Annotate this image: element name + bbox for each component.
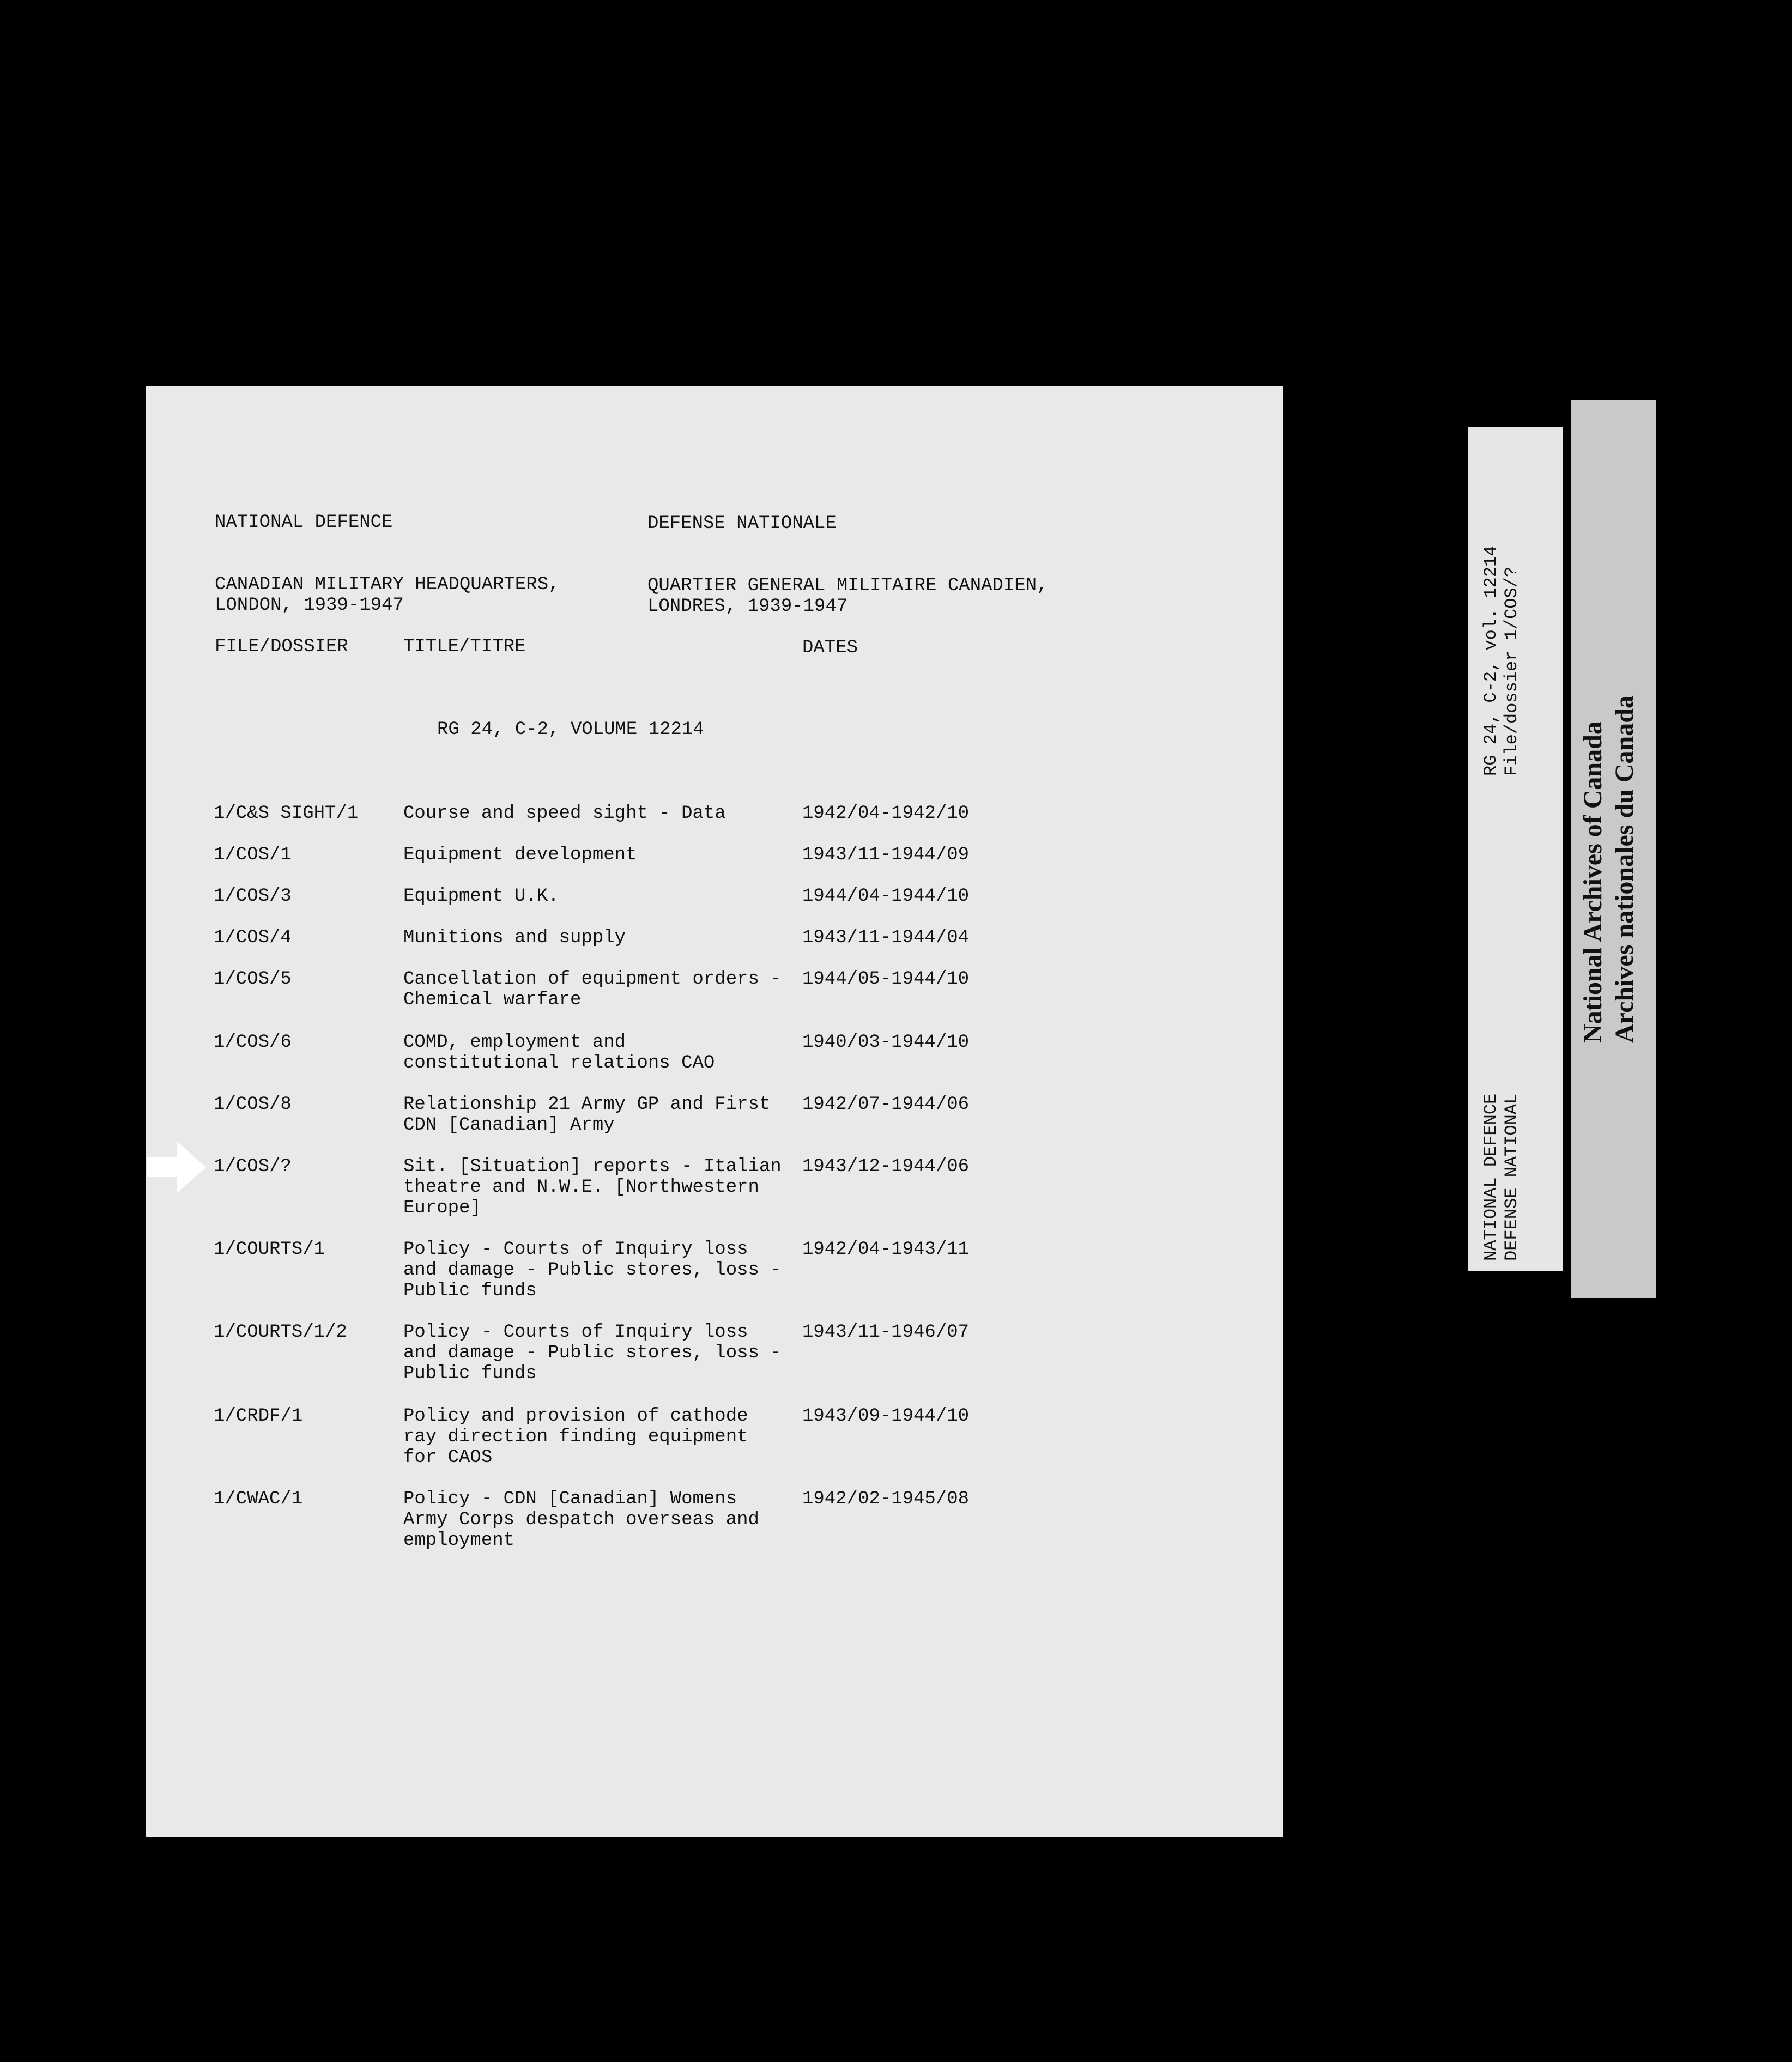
file-title-line: Munitions and supply: [403, 927, 626, 948]
header-dept-en: NATIONAL DEFENCE: [215, 512, 393, 533]
file-title-line: Equipment development: [403, 845, 637, 865]
reference-label-strip: [1468, 427, 1563, 1271]
file-title-line: Public funds: [403, 1281, 537, 1301]
label-dept-line-1: NATIONAL DEFENCE: [1481, 1093, 1501, 1261]
file-number: 1/COS/1: [214, 845, 292, 865]
reference-line-1: RG 24, C-2, vol. 12214: [1481, 545, 1501, 776]
file-title-line: Cancellation of equipment orders -: [403, 969, 782, 990]
file-title-line: ray direction finding equipment: [403, 1427, 748, 1447]
file-title-line: Equipment U.K.: [403, 886, 559, 907]
file-title-line: Sit. [Situation] reports - Italian: [403, 1156, 782, 1177]
file-dates: 1942/02-1945/08: [802, 1489, 970, 1509]
file-title-line: for CAOS: [403, 1447, 493, 1468]
file-title-line: CDN [Canadian] Army: [403, 1115, 615, 1136]
header-org-fr-line2: LONDRES, 1939-1947: [647, 596, 848, 617]
file-title-line: Chemical warfare: [403, 990, 582, 1010]
file-title-line: and damage - Public stores, loss -: [403, 1343, 782, 1363]
file-dates: 1942/07-1944/06: [802, 1094, 970, 1115]
file-number: 1/COS/6: [214, 1032, 292, 1053]
document-page: [146, 386, 1283, 1837]
file-dates: 1940/03-1944/10: [802, 1032, 970, 1053]
file-dates: 1943/11-1944/09: [802, 845, 970, 865]
file-title-line: COMD, employment and: [403, 1032, 626, 1053]
archive-label-strip: [1571, 400, 1656, 1298]
archive-name-fr: Archives nationales du Canada: [1610, 695, 1639, 1043]
file-number: 1/COS/5: [214, 969, 292, 990]
archive-name-en: National Archives of Canada: [1578, 721, 1607, 1043]
file-title-line: Policy - Courts of Inquiry loss: [403, 1239, 748, 1260]
label-dept-line-2: DEFENSE NATIONAL: [1502, 1093, 1522, 1261]
volume-heading: RG 24, C-2, VOLUME 12214: [437, 719, 704, 740]
file-number: 1/COURTS/1: [214, 1239, 325, 1260]
file-title-line: Europe]: [403, 1198, 481, 1218]
reference-line-2: File/dossier 1/COS/?: [1502, 566, 1522, 776]
file-title-line: employment: [403, 1530, 515, 1551]
file-dates: 1943/11-1946/07: [802, 1322, 970, 1343]
file-title-line: Policy and provision of cathode: [403, 1406, 748, 1427]
arrow-pointer-icon: [147, 1141, 206, 1193]
file-title-line: Public funds: [403, 1363, 537, 1384]
column-header-title: TITLE/TITRE: [403, 636, 526, 657]
file-dates: 1943/09-1944/10: [802, 1406, 970, 1427]
file-number: 1/COURTS/1/2: [214, 1322, 347, 1343]
file-title-line: Relationship 21 Army GP and First: [403, 1094, 771, 1115]
column-header-file: FILE/DOSSIER: [215, 636, 348, 657]
file-number: 1/COS/3: [214, 886, 292, 907]
file-title-line: theatre and N.W.E. [Northwestern: [403, 1177, 759, 1198]
file-dates: 1944/05-1944/10: [802, 969, 970, 990]
file-title-line: Policy - Courts of Inquiry loss: [403, 1322, 748, 1343]
file-title-line: and damage - Public stores, loss -: [403, 1260, 782, 1281]
file-dates: 1944/04-1944/10: [802, 886, 970, 907]
file-title-line: constitutional relations CAO: [403, 1053, 715, 1074]
file-number: 1/C&S SIGHT/1: [214, 803, 359, 824]
file-dates: 1943/12-1944/06: [802, 1156, 970, 1177]
file-title-line: Course and speed sight - Data: [403, 803, 726, 824]
file-number: 1/CRDF/1: [214, 1406, 303, 1427]
file-number: 1/COS/?: [214, 1156, 292, 1177]
header-org-fr-line1: QUARTIER GENERAL MILITAIRE CANADIEN,: [647, 575, 1048, 596]
file-dates: 1942/04-1943/11: [802, 1239, 970, 1260]
file-number: 1/COS/4: [214, 927, 292, 948]
header-org-en-line2: LONDON, 1939-1947: [215, 595, 404, 616]
header-org-en-line1: CANADIAN MILITARY HEADQUARTERS,: [215, 574, 560, 595]
file-number: 1/CWAC/1: [214, 1489, 303, 1509]
header-dept-fr: DEFENSE NATIONALE: [647, 513, 837, 534]
file-dates: 1942/04-1942/10: [802, 803, 970, 824]
column-header-dates: DATES: [802, 638, 858, 658]
file-number: 1/COS/8: [214, 1094, 292, 1115]
file-dates: 1943/11-1944/04: [802, 927, 970, 948]
file-title-line: Policy - CDN [Canadian] Womens: [403, 1489, 737, 1509]
file-title-line: Army Corps despatch overseas and: [403, 1509, 759, 1530]
